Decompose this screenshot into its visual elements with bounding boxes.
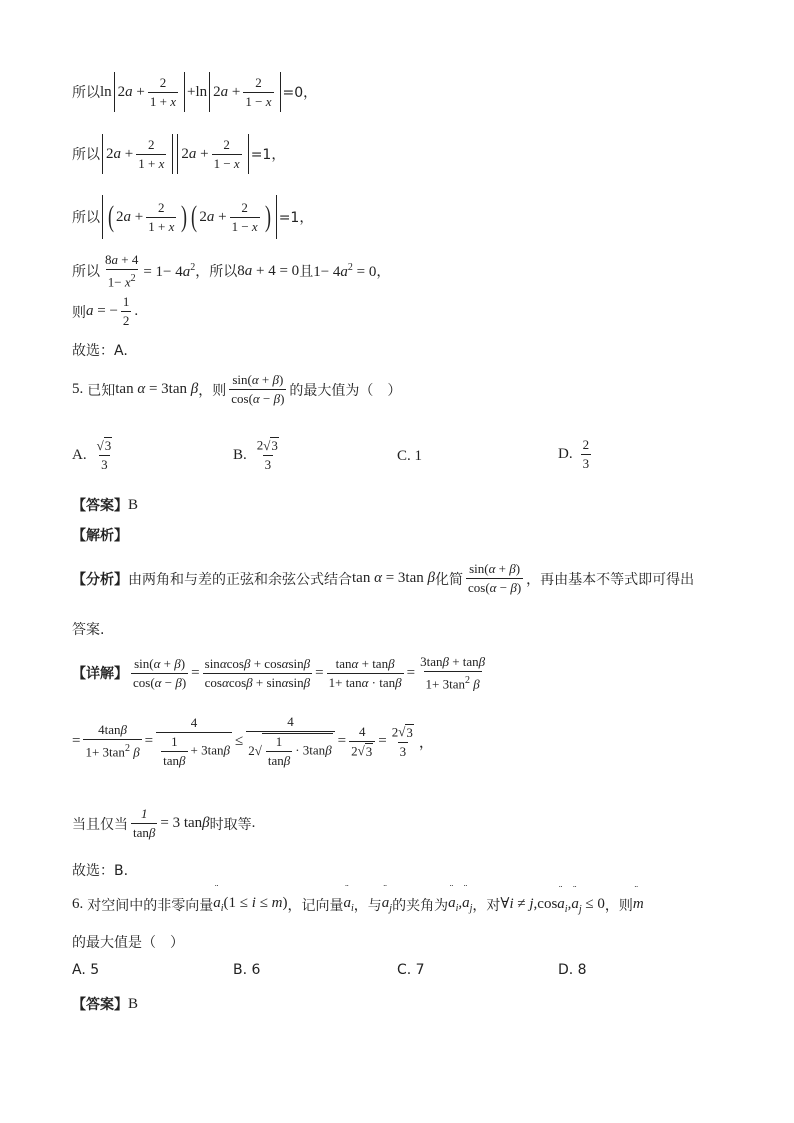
equality-line: 当且仅当 $\frac{1}{\tan\beta}$ = 3 tanβ 时取等 .: [72, 806, 256, 840]
option-label: C. 1: [397, 448, 423, 464]
stem-part: 已知: [87, 382, 116, 399]
question-6-stem-2: 的最大值是（ ）: [72, 935, 184, 951]
line-prefix: 所以: [72, 264, 100, 281]
math-expr: tan α = 3tan β: [115, 381, 199, 397]
question-number: 5.: [72, 381, 84, 397]
stem-part: ，对: [472, 897, 501, 914]
math-abs-2: 2a + $\frac{2}{1 - x}$: [209, 72, 280, 112]
fenxi-tag: 【分析】: [72, 571, 128, 588]
text-part: 由两角和与差的正弦和余弦公式结合: [128, 571, 352, 588]
option-b[interactable]: B. 6: [233, 962, 261, 978]
answer-block: [72, 495, 138, 515]
text-part: 当且仅当: [72, 816, 128, 833]
line-tail: =1，: [250, 147, 286, 163]
math-abs-1: 2a + $\frac{2}{1 + x}$: [102, 134, 173, 174]
analysis-line: [72, 561, 694, 596]
line-mid2: 且: [299, 264, 314, 281]
math-fraction: $\frac{1}{2}$: [122, 294, 130, 328]
option-a[interactable]: A. 5: [72, 962, 100, 978]
math-expr: tan α = 3tan β: [352, 570, 435, 586]
stem-part: ，与: [353, 897, 382, 914]
answer-line-1: 故选：A.: [72, 343, 128, 359]
xiangjie-tag: 【详解】: [72, 666, 128, 683]
derivation-line-5: 则 a = − $\frac{1}{2}$ .: [72, 294, 139, 328]
line-tail: ，: [376, 264, 391, 281]
stem-part: ，记向量: [287, 897, 344, 914]
question-number: 6.: [72, 896, 84, 912]
answer-value: B: [128, 995, 139, 1012]
line-prefix: 所以: [72, 147, 100, 163]
math-plus-ln: +ln: [187, 83, 208, 100]
stem-part: ，则: [198, 382, 227, 399]
stem-part: ，则: [604, 897, 633, 914]
math-expr: = $1- 4a^2$: [143, 261, 196, 280]
derivation-line-2: [72, 134, 285, 174]
line-tail: =0，: [282, 85, 318, 101]
option-d[interactable]: D. 8: [558, 962, 587, 978]
math-abs-product: ( 2a + $\frac{2}{1 + x}$ ) ( 2a + $\frac{2}{1 - x}$ ): [102, 195, 277, 239]
analysis-tag-line: [72, 525, 128, 545]
math-abs-1: 2a + $\frac{2}{1 + x}$: [114, 72, 185, 112]
derivation-line-1: [72, 72, 317, 112]
math-abs-2: 2a + $\frac{2}{1 - x}$: [177, 134, 248, 174]
text-part: 化简: [434, 571, 463, 588]
option-label: A.: [72, 446, 87, 463]
option-label: B.: [233, 446, 247, 463]
question-6-stem: 6. 对空间中的非零向量 ̈ $a_i(1 \le i \le m)$ ，记向量 ̈ $a_i$ ，与 ̈ $a_j$ 的夹角为 ̈ $a_i,̈$ $a_j$ ，对 ∀i ≠ j,cos̈ $a_i,̈$ $a_j \le 0$ ，则 ̈ m: [72, 894, 644, 915]
derivation-line-4: [72, 252, 390, 290]
math-fraction: $\frac{\sin(\alpha + \beta)}{\cos(\alpha - \beta)}$: [467, 561, 522, 595]
math-fraction: $\frac{\sin(\alpha + \beta)}{\cos(\alpha - \beta)}$: [231, 372, 285, 406]
stem-part: 的夹角为: [392, 897, 449, 914]
question-5-stem: [72, 372, 401, 407]
answer-line-2: 故选：B.: [72, 863, 129, 879]
line-tail: =1，: [278, 210, 314, 226]
math-fraction: $\frac{8a + 4}{1- x^2}$: [105, 252, 139, 290]
line-prefix: 所以: [72, 85, 100, 101]
option-c[interactable]: C. 7: [397, 962, 425, 978]
option-a[interactable]: A. √ 3 3: [72, 437, 112, 472]
text-part: 时取等: [209, 816, 252, 833]
detail-line-1: 【详解】 $\frac{\sin(\alpha + \beta)}{\cos(\alpha - \beta)}$ = $\frac{\sin\alpha\cos\beta + \cos\alpha\sin\beta}{\cos\alpha\cos\beta + \sin\alpha\sin\beta}$ = $\frac{\tan\alpha + \tan\beta}{1+ \tan\alpha \cdot \tan\beta}$ = $\frac{3\tan\beta + \tan\beta}{1+ 3\tan^2 \beta}$: [72, 654, 486, 692]
line-prefix: 所以: [72, 210, 100, 226]
stem-part: 对空间中的非零向量: [87, 897, 214, 914]
math-expr: 8a + 4 = 0: [237, 262, 300, 279]
line-prefix: 则: [72, 304, 86, 321]
line-mid: ，所以: [195, 264, 238, 281]
math-expr: $1- 4a^2 = 0$: [313, 261, 377, 280]
answer-value: B: [128, 496, 139, 513]
analysis-line-2: 答案.: [72, 622, 105, 638]
answer-block: [72, 994, 138, 1014]
stem-part: 的最大值为（ ）: [289, 382, 402, 399]
math-ln: ln: [100, 83, 112, 100]
option-b[interactable]: B. 2√ 3 3: [233, 437, 278, 472]
option-label: D.: [558, 446, 573, 462]
option-d[interactable]: D. $\frac{2}{3}$: [558, 437, 590, 471]
math-expr: a = −: [86, 303, 118, 319]
text-part: ，再由基本不等式即可得出: [526, 571, 695, 588]
detail-line-2: = $\frac{4\tan\beta}{1+ 3\tan^2 \beta}$ = 4 $\frac{1}{\tan\beta}$ + 3tanβ ≤ 4 2√ $\frac{1}{\tan\beta}$ · 3tanβ = 4 2√ 3 = 2√ 3 3 ，: [72, 714, 434, 768]
answer-tag: 【答案】: [72, 498, 128, 514]
analysis-tag: 【解析】: [72, 528, 128, 544]
derivation-line-3: [72, 195, 313, 239]
option-c[interactable]: [397, 448, 422, 465]
answer-tag: 【答案】: [72, 997, 128, 1013]
